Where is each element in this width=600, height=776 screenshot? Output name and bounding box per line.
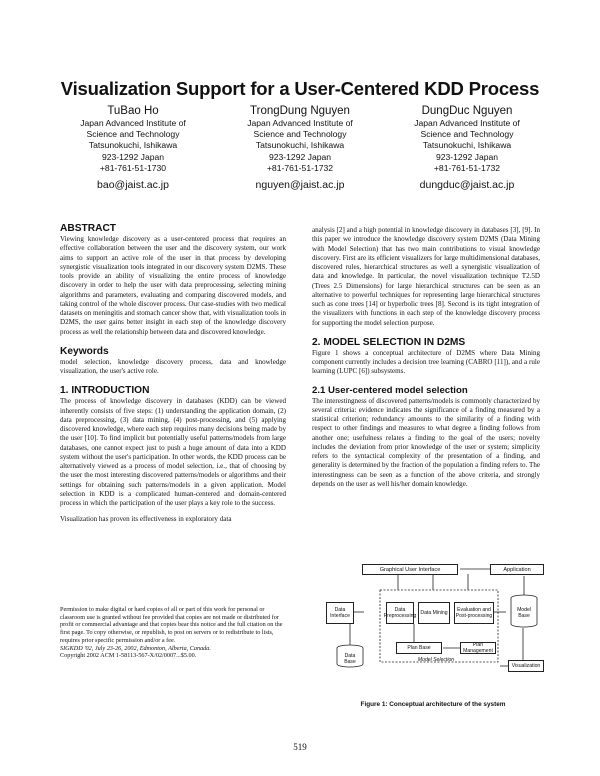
author-block-3 bbox=[372, 104, 562, 192]
author-zip: 923-1292 Japan bbox=[268, 151, 332, 162]
conference-line: SIGKDD '02, July 23-26, 2002, Edmonton, Alberta, Canada. bbox=[60, 644, 211, 652]
page-number: 519 bbox=[293, 742, 307, 752]
author-zip: 923-1292 Japan bbox=[435, 151, 499, 162]
author-city: Tatsunokuchi, Ishikawa bbox=[255, 140, 345, 151]
author-phone: +81-761-51-1732 bbox=[266, 162, 334, 173]
right-paragraph-1: analysis [2] and a high potential in knowledge discovery in databases [3], [9]. In this paper we introduce the knowledge discovery system D2MS (Data Mining with Model Selection) that has two main contributions to visual knowledge discovery. First are its efficient visualizers for large multidimensional databases, discovered rules, hierarchical structures as well a synergistic visualization of data and knowledge. In particular, the novel visualization technique T2.5D (Trees 2.5 Dimensions) for large hierarchical structures can be seen as an alternative to powerful techniques for representing large hierarchical structures such as cone trees [14] or hyperbolic trees [8]. Second is its tight integration of the visualizers with functions in each step of the knowledge discovery process for supporting the model selection purpose. bbox=[312, 226, 540, 327]
section-2-heading: 2. MODEL SELECTION IN D2MS bbox=[312, 336, 466, 348]
footnote-text: Permission to make digital or hard copies of all or part of this work for personal or classroom use is granted without fee provided that copies are not made or distributed for profit or commercial advantage and that copies bear this notice and the full citation on the first page. To copy otherwise, or republish, to post on servers or to redistribute to lists, requires prior specific permission and/or a fee. bbox=[60, 606, 283, 644]
author-affiliation-2: Science and Technology bbox=[420, 129, 514, 140]
data-preprocessing-box: Data Preprocessing bbox=[386, 602, 414, 624]
application-box: Application bbox=[490, 564, 544, 575]
keywords-text: model selection, knowledge discovery process, data and knowledge visualization, the user's active role. bbox=[60, 357, 286, 375]
author-name: DungDuc Nguyen bbox=[421, 105, 513, 117]
permission-footnote bbox=[60, 606, 286, 660]
model-base-label: Model Base bbox=[517, 607, 531, 619]
postprocessing-box: Evaluation and Post-processing bbox=[454, 602, 494, 624]
figure-architecture bbox=[318, 562, 548, 695]
author-name: TrongDung Nguyen bbox=[250, 105, 350, 117]
author-city: Tatsunokuchi, Ishikawa bbox=[88, 140, 178, 151]
paper-title: Visualization Support for a User-Centered KDD Process bbox=[60, 78, 540, 99]
author-affiliation: Japan Advanced Institute of bbox=[247, 118, 353, 128]
author-affiliation-2: Science and Technology bbox=[253, 129, 347, 140]
author-affiliation: Japan Advanced Institute of bbox=[414, 118, 520, 128]
section-2-1-heading: 2.1 User-centered model selection bbox=[312, 384, 468, 396]
author-phone: +81-761-51-1730 bbox=[99, 162, 167, 173]
author-email[interactable]: dungduc@jaist.ac.jp bbox=[419, 179, 515, 192]
section-2-1-text: The interestingness of discovered patterns/models is commonly characterized by several criteria: evidence indicates the significance of a finding measured by a statistical criterion; redundancy amounts to the similarity of a finding with respect to other findings and measures to what degree a finding follows from another one; usefulness relates a finding to the goal of the users; novelty includes the deviation from prior knowledge of the user or system; simplicity refers to the syntactical complexity of the presentation of a finding, and generality is determined by the fraction of the population a finding refers to. The interestingness can be seen as a function of the above criteria, and strongly depends on the user as well his/her domain knowledge. bbox=[312, 396, 540, 488]
gui-box: Graphical User Interface bbox=[362, 564, 458, 575]
author-email[interactable]: bao@jaist.ac.jp bbox=[97, 179, 169, 192]
intro-paragraph-1: The process of knowledge discovery in databases (KDD) can be viewed inherently consists of five steps: (1) understanding the application domain, (2) data preprocessing, (3) data mining, (4) post-processing, and (5) applying discovered knowledge, where each step requires many decisions being made by the user [10]. To find implicit but potentially useful patterns/models from large databases, one cannot expect just to push a huge amount of data into a KDD system without the user's participation. In other words, the KDD process can be alternatively viewed as a process of model selection, i.e., that of choosing by the user the most interesting discovered patterns/models or algorithms and their settings for obtaining such patterns/models in a given application. Model selection in KDD is a complicated human-centered and domain-centered process in which the participation of the user plays a key role to the success. bbox=[60, 397, 286, 507]
keywords-heading: Keywords bbox=[60, 345, 109, 357]
author-name: TuBao Ho bbox=[107, 105, 159, 117]
abstract-heading: ABSTRACT bbox=[60, 223, 117, 234]
plan-base-box: Plan Base bbox=[396, 642, 442, 654]
model-selection-label: Model Selection bbox=[417, 657, 455, 663]
author-zip: 923-1292 Japan bbox=[101, 151, 165, 162]
section-2-text: Figure 1 shows a conceptual architecture of D2MS where Data Mining component currently includes a decision tree learning (CABRO [11]), and a rule learning (LUPC [6]) subsystems. bbox=[312, 348, 540, 376]
data-base-label: Data Base bbox=[344, 653, 356, 665]
left-column bbox=[60, 222, 286, 525]
author-email[interactable]: nguyen@jaist.ac.jp bbox=[255, 179, 345, 192]
copyright-line: Copyright 2002 ACM 1-58113-567-X/02/0007...$5.00. bbox=[60, 652, 197, 660]
figure-connectors bbox=[318, 562, 548, 695]
plan-management-box: Plan Management bbox=[460, 642, 496, 654]
author-affiliation: Japan Advanced Institute of bbox=[80, 118, 186, 128]
author-block-1 bbox=[38, 104, 228, 192]
data-mining-box: Data Mining bbox=[418, 602, 450, 624]
intro-paragraph-2: Visualization has proven its effectiveness in exploratory data bbox=[60, 515, 232, 524]
visualization-box: Visualization bbox=[508, 660, 544, 672]
abstract-text: Viewing knowledge discovery as a user-centered process that requires an effective collaboration between the user and the discovery system, our work aims to support an active role of the user in that process by developing synergistic visualization tools integrated in our discovery system D2MS. These tools provide an ability of visualizing the entire process of knowledge discovery in order to help the user with data preprocessing, selecting mining algorithms and parameters, evaluating and comparing discovered models, and taking control of the whole discover process. Our case-studies with two medical datasets on meningitis and stomach cancer show that, with visualization tools in D2MS, the user gains better insight in each step of the knowledge discovery process as well the relationship between data and discovered knowledge. bbox=[60, 235, 286, 336]
author-phone: +81-761-51-1732 bbox=[433, 162, 501, 173]
data-interface-box: Data Interface bbox=[326, 602, 354, 624]
right-column bbox=[312, 226, 540, 489]
author-affiliation-2: Science and Technology bbox=[86, 129, 180, 140]
figure-caption: Figure 1: Conceptual architecture of the system bbox=[360, 701, 506, 708]
author-block-2 bbox=[205, 104, 395, 192]
author-city: Tatsunokuchi, Ishikawa bbox=[422, 140, 512, 151]
intro-heading: 1. INTRODUCTION bbox=[60, 385, 150, 397]
